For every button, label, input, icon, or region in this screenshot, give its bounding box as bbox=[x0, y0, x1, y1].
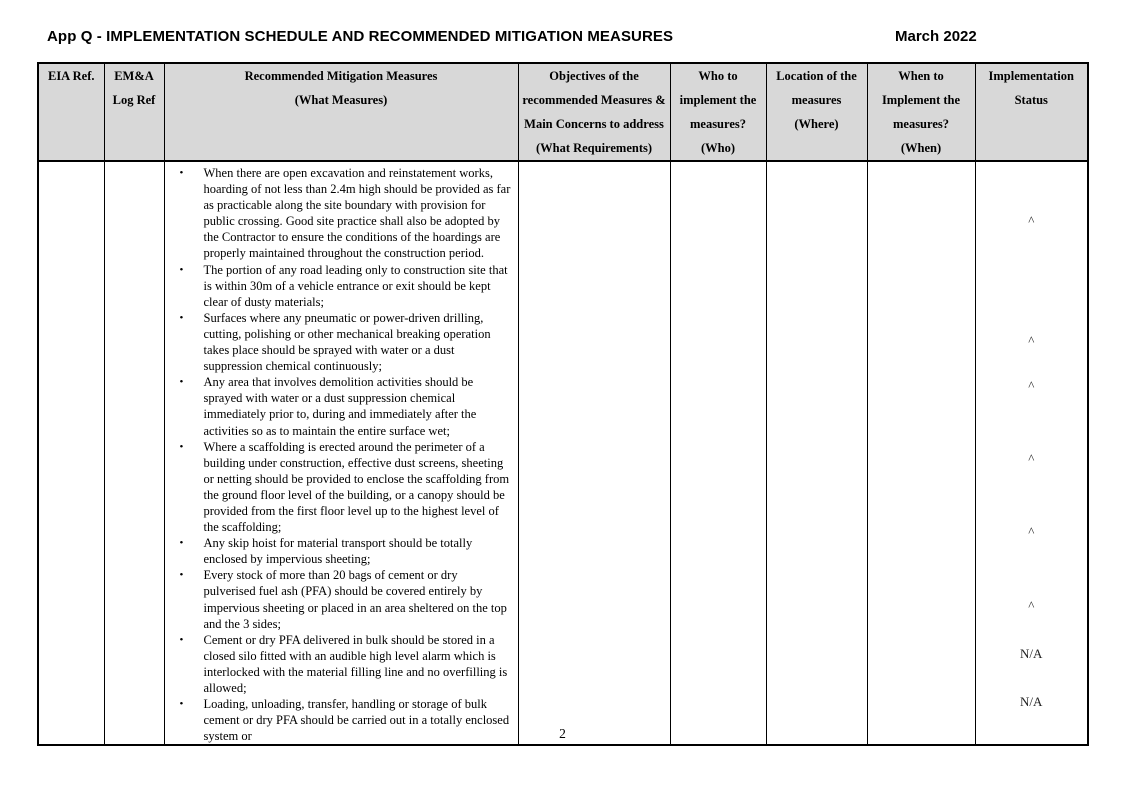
header-location bbox=[766, 63, 867, 161]
page-number: 2 bbox=[559, 726, 566, 741]
mitigation-measures-list bbox=[165, 162, 518, 744]
table-body-row bbox=[38, 161, 1088, 745]
mitigation-measure-item: • Any area that involves demolition activities should be sprayed with water or a dust suppression chemical immediately prior to, during and immediately after the activities so as to maintain the entire surface wet; bbox=[165, 374, 512, 438]
header-line: (Where) bbox=[794, 117, 839, 131]
header-line: (What Requirements) bbox=[535, 141, 653, 155]
mitigation-measure-item: • Surfaces where any pneumatic or power-driven drilling, cutting, polishing or other mechanical breaking operation takes place should be sprayed with water or a dust suppression chemical continuously; bbox=[165, 310, 512, 374]
header-line: Log Ref bbox=[112, 93, 156, 107]
header-line: Status bbox=[1014, 93, 1048, 107]
status-marker: ^ bbox=[1028, 598, 1035, 613]
cell-implementation-status bbox=[975, 161, 1088, 745]
header-line: recommended Measures & bbox=[522, 93, 666, 107]
header-line: Recommended Mitigation Measures bbox=[244, 69, 438, 83]
mitigation-measure-item: • Where a scaffolding is erected around the perimeter of a building under construction, effective dust screens, sheeting or netting should be provided to enclose the scaffolding from the ground floor level of the building, or a canopy should be provided from the first floor level up to the highest level of the scaffolding; bbox=[165, 439, 512, 536]
cell-where bbox=[766, 161, 867, 745]
mitigation-measure-item: • Cement or dry PFA delivered in bulk should be stored in a closed silo fitted with an audible high level alarm which is interlocked with the material filling line and no overfilling is allowed; bbox=[165, 632, 512, 696]
mitigation-measure-item: • The portion of any road leading only to construction site that is within 30m of a vehicle entrance or exit should be kept clear of dusty materials; bbox=[165, 262, 512, 310]
header-eia-ref bbox=[38, 63, 104, 161]
cell-ema-log-ref bbox=[104, 161, 164, 745]
header-line: measures bbox=[791, 93, 842, 107]
header-line: Implementation bbox=[988, 69, 1074, 83]
header-who bbox=[670, 63, 766, 161]
status-marker: ^ bbox=[1028, 451, 1035, 466]
header-line: (When) bbox=[900, 141, 942, 155]
mitigation-measure-item: • Every stock of more than 20 bags of cement or dry pulverised fuel ash (PFA) should be covered entirely by impervious sheeting or placed in an area sheltered on the top and the 3 sides; bbox=[165, 567, 512, 631]
cell-eia-ref bbox=[38, 161, 104, 745]
header-line: EM&A bbox=[114, 69, 154, 83]
page-date: March 2022 bbox=[895, 28, 977, 45]
header-ema-log-ref bbox=[104, 63, 164, 161]
header-line: Who to bbox=[698, 69, 738, 83]
header-line: Main Concerns to address bbox=[524, 117, 664, 131]
header-line: Implement the bbox=[881, 93, 961, 107]
header-objectives bbox=[518, 63, 670, 161]
header-recommended-mitigation-measures bbox=[164, 63, 518, 161]
table-header-row bbox=[38, 63, 1088, 161]
implementation-schedule-table bbox=[37, 62, 1089, 746]
cell-when bbox=[867, 161, 975, 745]
status-marker: N/A bbox=[1020, 694, 1043, 709]
header-implementation-status bbox=[975, 63, 1088, 161]
status-marker: N/A bbox=[1020, 646, 1043, 661]
header-line: implement the bbox=[679, 93, 757, 107]
header-line: Objectives of the bbox=[549, 69, 639, 83]
mitigation-measure-item: • Any skip hoist for material transport should be totally enclosed by impervious sheeting; bbox=[165, 535, 512, 567]
status-marker: ^ bbox=[1028, 378, 1035, 393]
header-line: (What Measures) bbox=[294, 93, 388, 107]
header-line: When to bbox=[898, 69, 944, 83]
mitigation-measure-item: • Loading, unloading, transfer, handling or storage of bulk cement or dry PFA should be carried out in a totally enclosed system or bbox=[165, 696, 512, 744]
header-line: Location of the bbox=[776, 69, 857, 83]
header-line: measures? bbox=[689, 117, 746, 131]
page-title: App Q - IMPLEMENTATION SCHEDULE AND RECOMMENDED MITIGATION MEASURES bbox=[47, 28, 674, 45]
header-line: EIA Ref. bbox=[47, 69, 95, 83]
cell-objectives bbox=[518, 161, 670, 745]
mitigation-measure-item: • When there are open excavation and reinstatement works, hoarding of not less than 2.4m high should be provided as far as practicable along the site boundary with provision for public crossing. Good site practice shall also be adopted by the Contractor to ensure the conditions of the hoardings are properly maintained throughout the construction period. bbox=[165, 165, 512, 262]
status-marker: ^ bbox=[1028, 213, 1035, 228]
cell-mitigation-measures bbox=[164, 161, 518, 745]
status-marker: ^ bbox=[1028, 333, 1035, 348]
status-marker: ^ bbox=[1028, 524, 1035, 539]
header-when bbox=[867, 63, 975, 161]
header-line: measures? bbox=[892, 117, 949, 131]
cell-who bbox=[670, 161, 766, 745]
header-line: (Who) bbox=[700, 141, 736, 155]
